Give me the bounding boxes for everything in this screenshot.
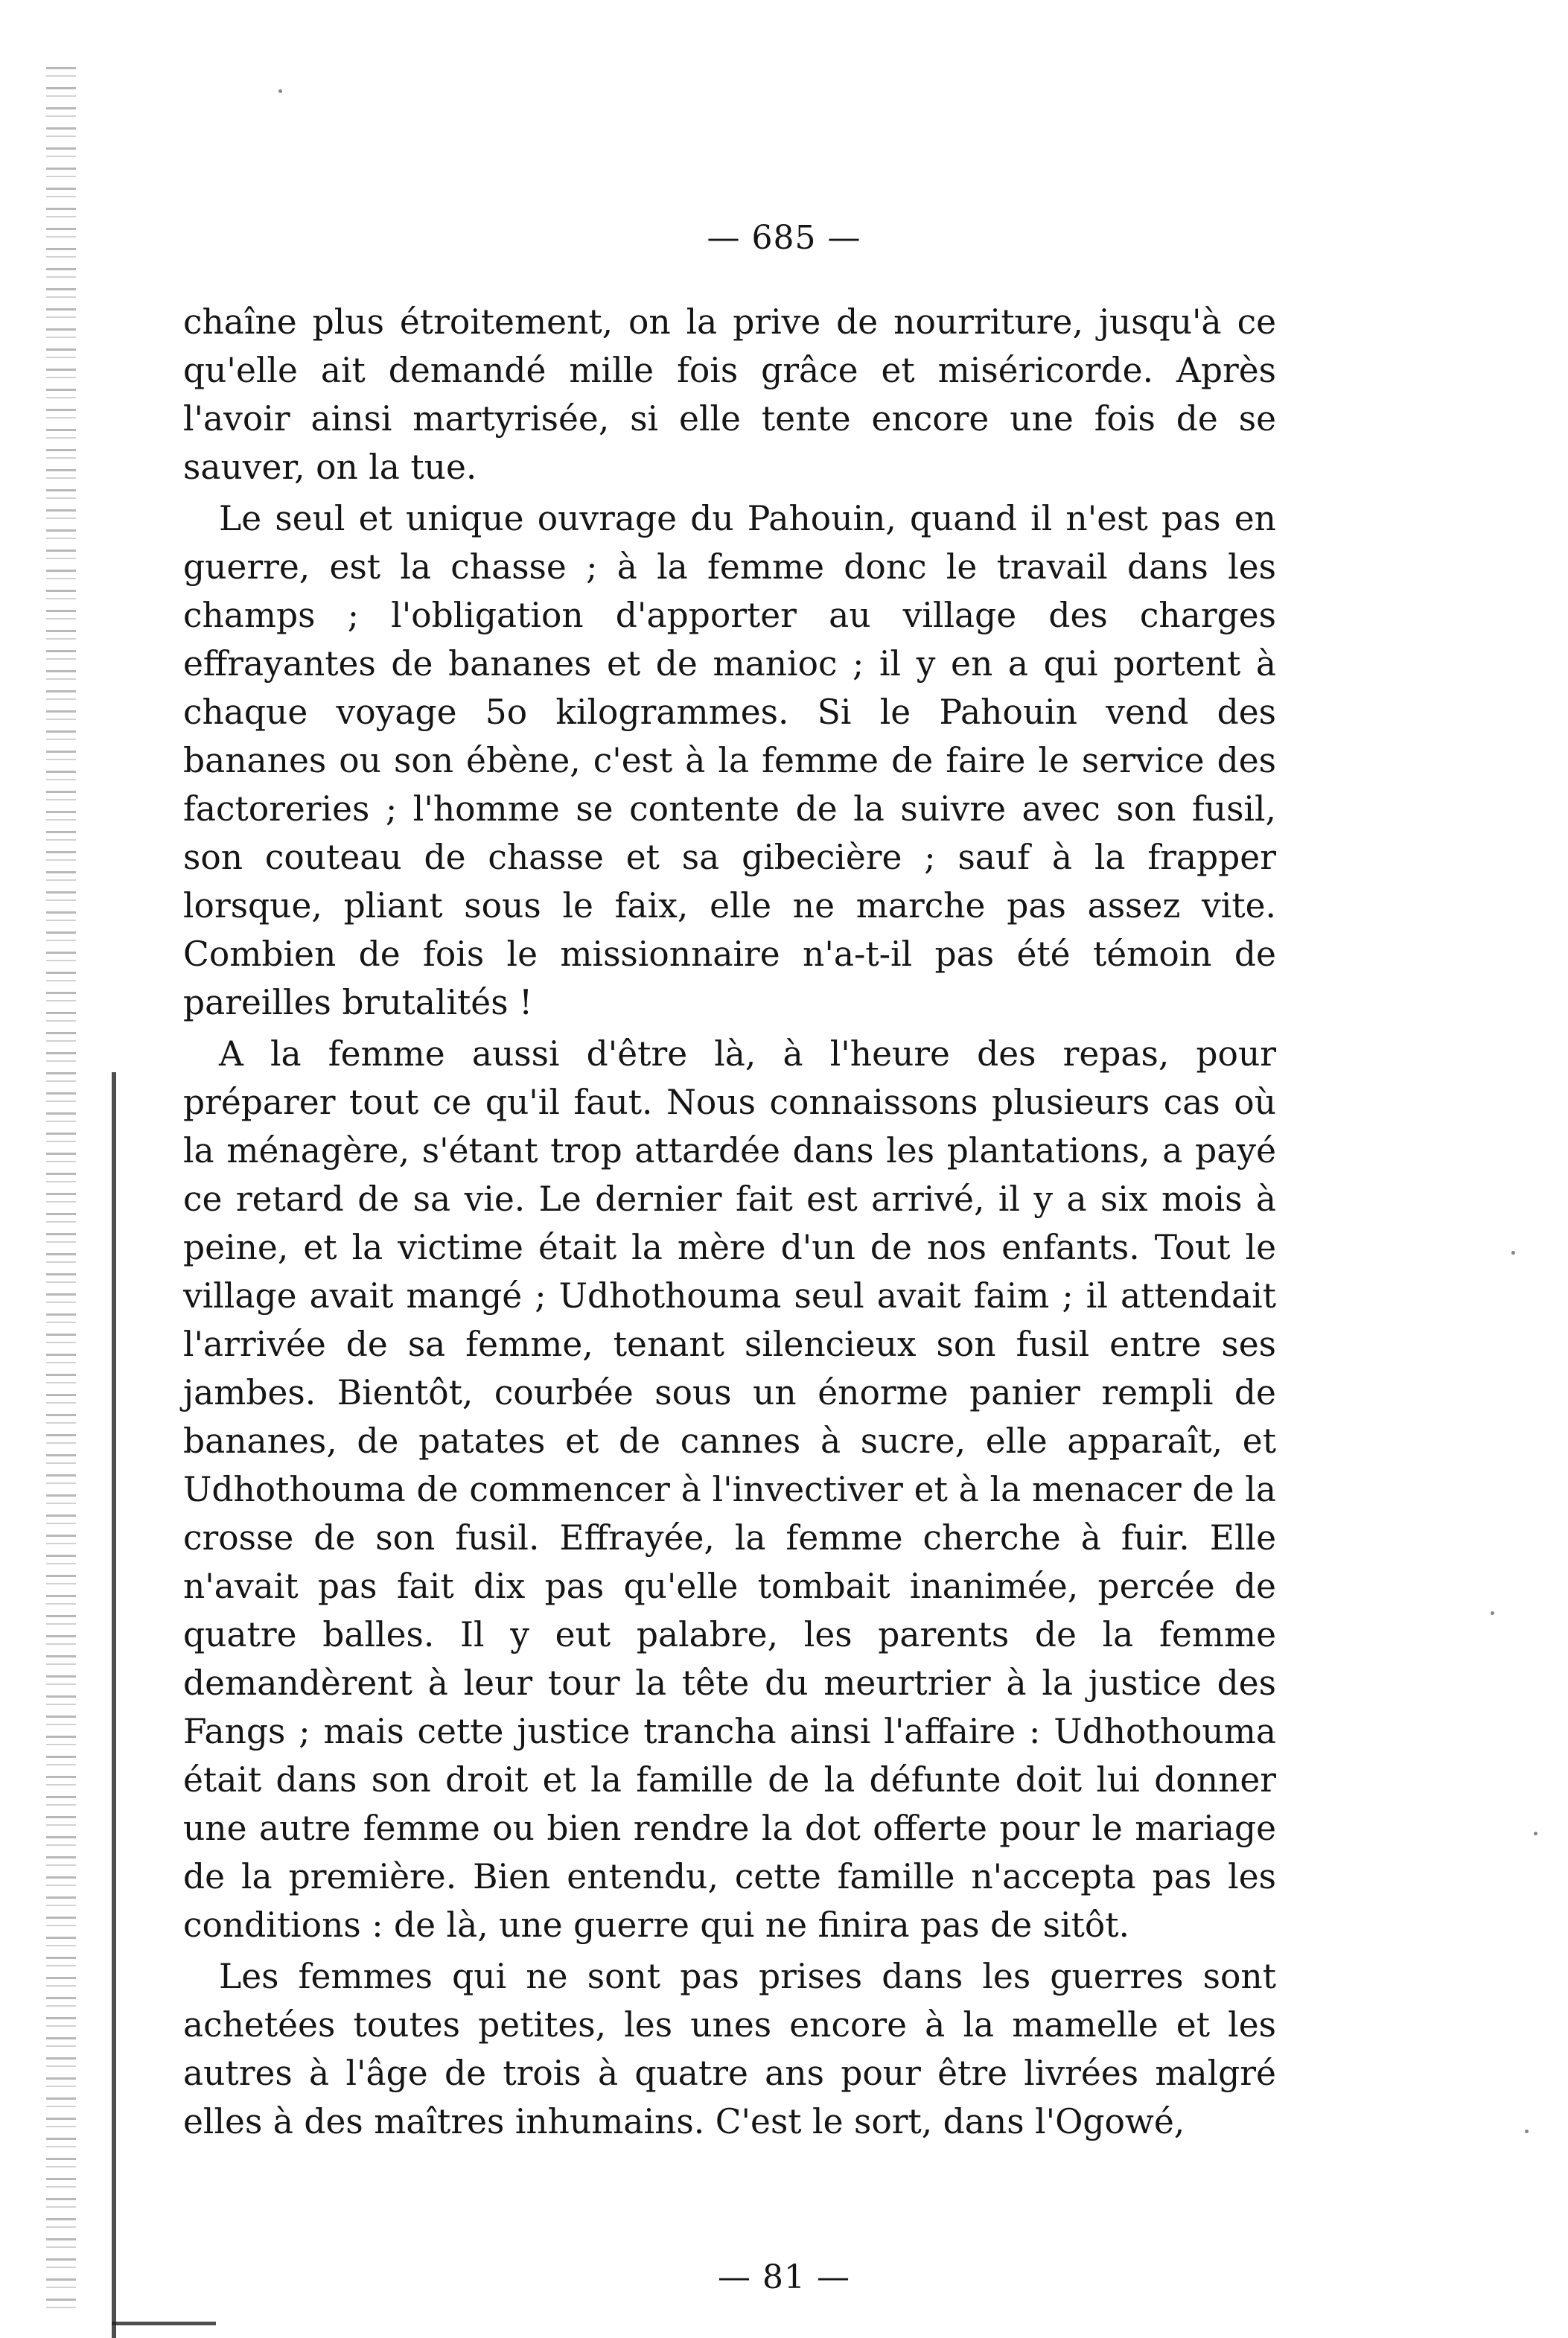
body-text xyxy=(183,298,1276,2149)
binding-edge-foot xyxy=(112,2322,216,2325)
page-number-top: — 685 — xyxy=(707,219,861,257)
scan-speck xyxy=(278,89,282,93)
paragraph-3: A la femme aussi d'être là, à l'heure des repas, pour préparer tout ce qu'il faut. Nous connaissons plusieurs cas où la ménagère, s'étant trop attardée dans les plantations, a payé ce retard de sa vie. Le dernier fait est arrivé, il y a six mois à peine, et la victime était la mère d'un de nos enfants. Tout le village avait mangé ; Udhothouma seul avait faim ; il attendait l'arrivée de sa femme, tenant silencieux son fusil entre ses jambes. Bientôt, courbée sous un énorme panier rempli de bananes, de patates et de cannes à sucre, elle apparaît, et Udhothouma de commencer à l'invectiver et à la menacer de la crosse de son fusil. Effrayée, la femme cherche à fuir. Elle n'avait pas fait dix pas qu'elle tombait inanimée, percée de quatre balles. Il y eut palabre, les parents de la femme demandèrent à leur tour la tête du meurtrier à la justice des Fangs ; mais cette justice trancha ainsi l'affaire : Udhothouma était dans son droit et la famille de la défunte doit lui donner une autre femme ou bien rendre la dot offerte pour le mariage de la première. Bien entendu, cette famille n'accepta pas les conditions : de là, une guerre qui ne finira pas de sitôt. xyxy=(183,1034,1276,1945)
binding-edge-shadow xyxy=(46,67,76,2316)
binding-edge-line xyxy=(112,1072,116,2338)
scan-speck xyxy=(1511,1251,1515,1255)
page-number-bottom: — 81 — xyxy=(718,2258,850,2296)
paragraph-4: Les femmes qui ne sont pas prises dans les guerres sont achetées toutes petites, les unes encore à la mamelle et les autres à l'âge de trois à quatre ans pour être livrées malgré elles à des maîtres inhumains. C'est le sort, dans l'Ogowé, xyxy=(183,1957,1276,2141)
scan-speck xyxy=(1491,1611,1494,1615)
paragraph-1: chaîne plus étroitement, on la prive de nourriture, jusqu'à ce qu'elle ait demandé mille fois grâce et miséricorde. Après l'avoir ainsi martyrisée, si elle tente encore une fois de se sauver, on la tue. xyxy=(183,302,1276,487)
scan-speck xyxy=(1525,2130,1529,2133)
scan-speck xyxy=(1534,1832,1537,1835)
paragraph-2: Le seul et unique ouvrage du Pahouin, quand il n'est pas en guerre, est la chasse ; à la femme donc le travail dans les champs ; l'obligation d'apporter au village des charges effrayantes de bananes et de manioc ; il y en a qui portent à chaque voyage 5o kilogrammes. Si le Pahouin vend des bananes ou son ébène, c'est à la femme de faire le service des factoreries ; l'homme se contente de la suivre avec son fusil, son couteau de chasse et sa gibecière ; sauf à la frapper lorsque, pliant sous le faix, elle ne marche pas assez vite. Combien de fois le missionnaire n'a-t-il pas été témoin de pareilles brutalités ! xyxy=(183,499,1276,1022)
